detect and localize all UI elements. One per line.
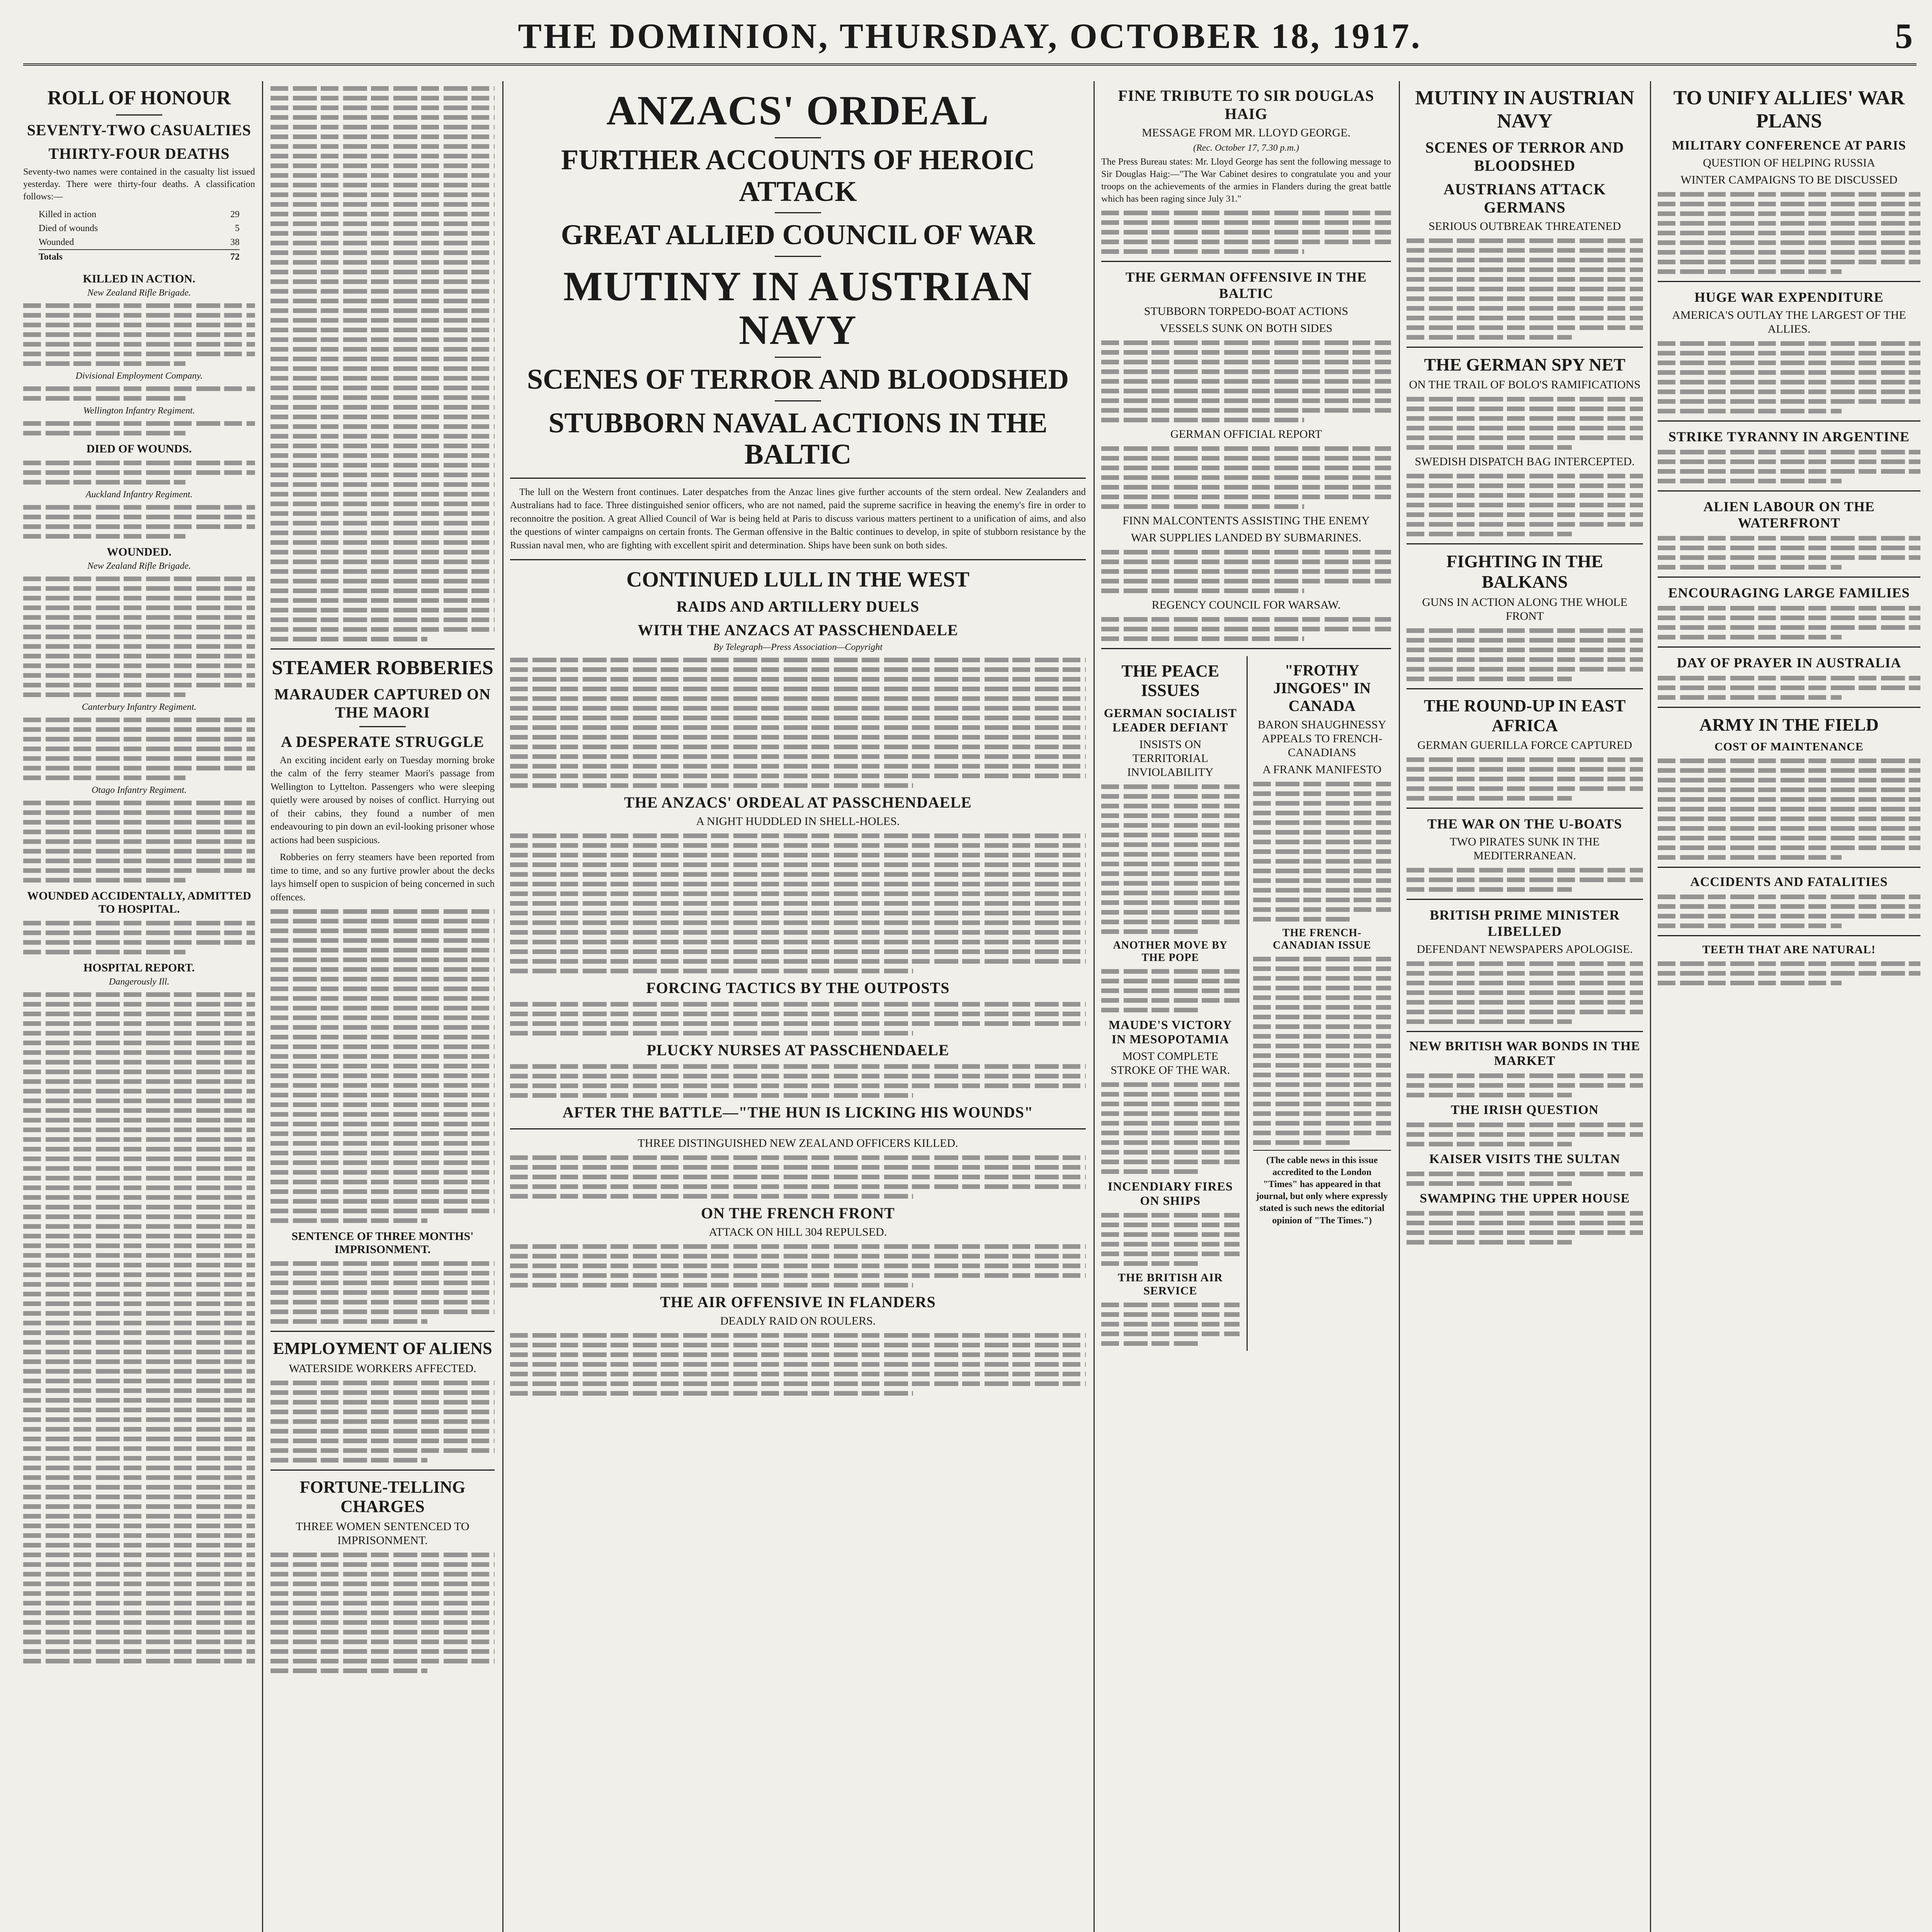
subheading: GERMAN SOCIALIST LEADER DEFIANT	[1104, 706, 1237, 734]
list-heading: DIED OF WOUNDS.	[86, 442, 192, 456]
subheading: GERMAN OFFICIAL REPORT	[1170, 427, 1322, 440]
section-heading: FINE TRIBUTE TO SIR DOUGLAS HAIG	[1118, 87, 1374, 122]
subheading: TWO PIRATES SUNK IN THE MEDITERRANEAN.	[1450, 835, 1600, 862]
subheading: DEADLY RAID ON ROULERS.	[720, 1315, 876, 1328]
subheading: SERIOUS OUTBREAK THREATENED	[1429, 219, 1621, 233]
column-casualty-and-steamer	[270, 81, 495, 1932]
section-heading: "FROTHY JINGOES" IN CANADA	[1273, 661, 1371, 714]
column-austrian-navy	[1406, 81, 1643, 1932]
headline-deck: SCENES OF TERROR AND BLOODSHED	[527, 364, 1069, 396]
section-heading: STRIKE TYRANNY IN ARGENTINE	[1668, 429, 1910, 444]
two-column-block	[1101, 656, 1391, 1351]
subheading: MOST COMPLETE STROKE OF THE WAR.	[1111, 1049, 1230, 1077]
list-heading: WOUNDED ACCIDENTALLY, ADMITTED TO HOSPITAL.	[27, 889, 251, 916]
masthead-title: THE DOMINION, THURSDAY, OCTOBER 18, 1917.	[518, 16, 1422, 56]
regiment-label: New Zealand Rifle Brigade.	[87, 561, 191, 571]
section-heading: MUTINY IN AUSTRIAN NAVY	[1415, 87, 1634, 132]
headline-deck: FURTHER ACCOUNTS OF HEROIC ATTACK	[561, 144, 1035, 207]
section-heading: KAISER VISITS THE SULTAN	[1429, 1152, 1621, 1167]
subheading: ON THE FRENCH FRONT	[701, 1204, 895, 1222]
section-heading: THE IRISH QUESTION	[1451, 1103, 1599, 1117]
section-heading: ENCOURAGING LARGE FAMILIES	[1668, 585, 1910, 600]
subheading: THE FRENCH-CANADIAN ISSUE	[1273, 927, 1371, 951]
regiment-label: Wellington Infantry Regiment.	[83, 406, 195, 416]
advertisement-heading: TEETH THAT ARE NATURAL!	[1702, 943, 1876, 956]
headline-deck: GREAT ALLIED COUNCIL OF WAR	[561, 219, 1035, 251]
page-number: 5	[1895, 16, 1913, 56]
subheading: DEFENDANT NEWSPAPERS APOLOGISE.	[1417, 943, 1633, 956]
subheading: A DESPERATE STRUGGLE	[281, 733, 485, 750]
section-heading: STEAMER ROBBERIES	[272, 657, 493, 679]
subheading: GERMAN GUERILLA FORCE CAPTURED	[1417, 739, 1632, 752]
subheading: SEVENTY-TWO CASUALTIES	[27, 121, 252, 139]
subheading: AFTER THE BATTLE—"THE HUN IS LICKING HIS WOUNDS"	[562, 1104, 1034, 1121]
subheading: A FRANK MANIFESTO	[1262, 763, 1382, 776]
casualty-table: Killed in action 29 Died of wounds 5 Wounded 38 Totals 72	[39, 209, 240, 262]
column-rule	[502, 81, 503, 1932]
subheading: COST OF MAINTENANCE	[1714, 740, 1864, 753]
subheading: WATERSIDE WORKERS AFFECTED.	[289, 1362, 476, 1375]
subheading: SWEDISH DISPATCH BAG INTERCEPTED.	[1415, 455, 1635, 468]
subheading: THREE DISTINGUISHED NEW ZEALAND OFFICERS KILLED.	[638, 1137, 958, 1150]
section-heading: BRITISH PRIME MINISTER LIBELLED	[1429, 907, 1620, 939]
section-heading: ARMY IN THE FIELD	[1699, 714, 1879, 735]
subheading: A NIGHT HUDDLED IN SHELL-HOLES.	[696, 815, 900, 828]
subheading: WAR SUPPLIES LANDED BY SUBMARINES.	[1131, 531, 1362, 544]
column-anzacs-ordeal	[510, 81, 1086, 1932]
subheading: QUESTION OF HELPING RUSSIA	[1703, 156, 1875, 169]
frothy-jingoes-article	[1247, 656, 1391, 1351]
list-heading: WOUNDED.	[107, 546, 172, 559]
subheading: STUBBORN TORPEDO-BOAT ACTIONS	[1144, 304, 1349, 318]
column-rule	[1399, 81, 1400, 1932]
subheading: THE AIR OFFENSIVE IN FLANDERS	[660, 1293, 936, 1311]
section-heading: TO UNIFY ALLIES' WAR PLANS	[1673, 87, 1905, 132]
column-allied-war-plans	[1658, 81, 1920, 1932]
subheading: FORCING TACTICS BY THE OUTPOSTS	[646, 979, 950, 997]
peace-issues-article	[1101, 656, 1240, 1351]
section-heading: THE GERMAN OFFENSIVE IN THE BALTIC	[1125, 269, 1367, 301]
subheading: PLUCKY NURSES AT PASSCHENDAELE	[646, 1041, 949, 1059]
section-heading: THE WAR ON THE U-BOATS	[1427, 816, 1622, 832]
main-headline: ANZACS' ORDEAL	[606, 88, 990, 134]
subheading: THREE WOMEN SENTENCED TO IMPRISONMENT.	[296, 1520, 469, 1547]
article-text: Seventy-two names were contained in the casualty list issued yesterday. There were thirty-four deaths. A classification follows:—	[23, 167, 255, 202]
subheading: MILITARY CONFERENCE AT PARIS	[1672, 138, 1906, 153]
section-heading: DAY OF PRAYER IN AUSTRALIA	[1677, 655, 1901, 670]
headline-deck: STUBBORN NAVAL ACTIONS IN THE BALTIC	[548, 407, 1048, 471]
column-rule	[1094, 81, 1095, 1932]
cable-note: (The cable news in this issue accredited to the London "Times" has appeared in that journal, but only where expressly stated is such news the editorial opinion of "The Times.")	[1253, 1150, 1391, 1231]
column-rule	[1650, 81, 1651, 1932]
section-heading: THE ROUND-UP IN EAST AFRICA	[1424, 696, 1626, 735]
list-heading: KILLED IN ACTION.	[83, 272, 196, 286]
regiment-label: Canterbury Infantry Regiment.	[82, 702, 197, 713]
masthead	[23, 5, 1917, 66]
section-heading: FORTUNE-TELLING CHARGES	[299, 1477, 466, 1516]
subheading: AMERICA'S OUTLAY THE LARGEST OF THE ALLIES.	[1672, 308, 1906, 335]
regiment-label: Otago Infantry Regiment.	[92, 785, 187, 796]
section-heading: THE GERMAN SPY NET	[1424, 354, 1626, 374]
article-text: The Press Bureau states: Mr. Lloyd George has sent the following message to Sir Douglas Haig:—"The War Cabinet desires to congratulate you and your troops on the achievements of the armies in Flanders during the great battle which has been raging since July 31."	[1101, 157, 1391, 204]
hospital-status: Dangerously Ill.	[109, 977, 170, 987]
column-rule	[262, 81, 263, 1932]
subheading: SCENES OF TERROR AND BLOODSHED	[1425, 138, 1624, 174]
section-heading: ACCIDENTS AND FATALITIES	[1690, 875, 1888, 889]
subheading: WINTER CAMPAIGNS TO BE DISCUSSED	[1680, 173, 1898, 186]
subheading: THE ANZACS' ORDEAL AT PASSCHENDAELE	[624, 794, 972, 811]
section-heading: THE PEACE ISSUES	[1121, 661, 1219, 700]
subheading: ON THE TRAIL OF BOLO'S RAMIFICATIONS	[1409, 378, 1641, 391]
section-heading: FIGHTING IN THE BALKANS	[1446, 551, 1603, 592]
article-text: An exciting incident early on Tuesday morning broke the calm of the ferry steamer Maori's passage from Wellington to Lyttelton. Passengers who were sleeping quietly were aroused by noises of conflict. Hurrying out of their cabins, they found a number of men endeavouring to pin down an evil-looking prisoner whose actions had been suspicious.	[270, 755, 495, 845]
section-heading: ALIEN LABOUR ON THE WATERFRONT	[1703, 498, 1875, 531]
subheading: ANOTHER MOVE BY THE POPE	[1113, 939, 1228, 964]
regiment-label: Divisional Employment Company.	[75, 371, 203, 381]
dateline: (Rec. October 17, 7.30 p.m.)	[1193, 143, 1299, 153]
subheading: INSISTS ON TERRITORIAL INVIOLABILITY	[1127, 738, 1214, 779]
subheading: FINN MALCONTENTS ASSISTING THE ENEMY	[1122, 514, 1370, 527]
subheading: MARAUDER CAPTURED ON THE MAORI	[274, 685, 491, 721]
subheading: VESSELS SUNK ON BOTH SIDES	[1160, 321, 1333, 335]
subheading: RAIDS AND ARTILLERY DUELS	[676, 598, 920, 616]
subheading: ATTACK ON HILL 304 REPULSED.	[709, 1226, 887, 1239]
subheading: THE BRITISH AIR SERVICE	[1117, 1271, 1223, 1297]
lead-paragraph: The lull on the Western front continues. Later despatches from the Anzac lines give further accounts of the stern ordeal. New Zealanders and Australians had to face. Three distinguished senior officers, who are not named, paid the supreme sacrifice in heaving the enemy's fire in order to reconnoitre the position. A great Allied Council of War is being held at Paris to discuss various matters pertinent to a unification of aims, and also the questions of winter campaigns on certain fronts. The German offensive in the Baltic continues to develop, in spite of stubborn resistance by the Russian naval men, who are fighting with excellent spirit and determination. Ships have been sunk on both sides.	[510, 486, 1086, 551]
regiment-label: New Zealand Rifle Brigade.	[87, 288, 191, 298]
list-heading: HOSPITAL REPORT.	[83, 961, 195, 975]
subheading: INCENDIARY FIRES ON SHIPS	[1107, 1179, 1233, 1208]
subheading: MAUDE'S VICTORY IN MESOPOTAMIA	[1109, 1017, 1232, 1046]
section-heading: NEW BRITISH WAR BONDS IN THE MARKET	[1409, 1039, 1640, 1068]
subheading: WITH THE ANZACS AT PASSCHENDAELE	[638, 621, 958, 639]
subheading: AUSTRIANS ATTACK GERMANS	[1443, 180, 1606, 216]
subheading: GUNS IN ACTION ALONG THE WHOLE FRONT	[1422, 596, 1628, 623]
section-heading: EMPLOYMENT OF ALIENS	[273, 1339, 492, 1358]
subheading: SENTENCE OF THREE MONTHS' IMPRISONMENT.	[291, 1230, 474, 1256]
article-text: Robberies on ferry steamers have been reported from time to time, and so any furtive prowler about the decks lays himself open to suspicion of being concerned in such offences.	[270, 852, 495, 903]
subheading: MESSAGE FROM MR. LLOYD GEORGE.	[1141, 126, 1351, 139]
section-heading: SWAMPING THE UPPER HOUSE	[1420, 1191, 1630, 1206]
column-roll-of-honour	[23, 81, 255, 1932]
section-heading: HUGE WAR EXPENDITURE	[1694, 289, 1884, 305]
headline-deck: MUTINY IN AUSTRIAN NAVY	[563, 263, 1033, 353]
regiment-label: Auckland Infantry Regiment.	[85, 490, 193, 500]
section-heading: ROLL OF HONOUR	[47, 87, 231, 109]
subheading: BARON SHAUGHNESSY APPEALS TO FRENCH-CANADIANS	[1257, 718, 1386, 759]
subheading: REGENCY COUNCIL FOR WARSAW.	[1151, 598, 1341, 611]
column-haig-baltic-peace	[1101, 81, 1391, 1932]
subheading: THIRTY-FOUR DEATHS	[48, 145, 230, 162]
byline: By Telegraph—Press Association—Copyright	[713, 642, 883, 653]
section-heading: CONTINUED LULL IN THE WEST	[626, 568, 969, 592]
